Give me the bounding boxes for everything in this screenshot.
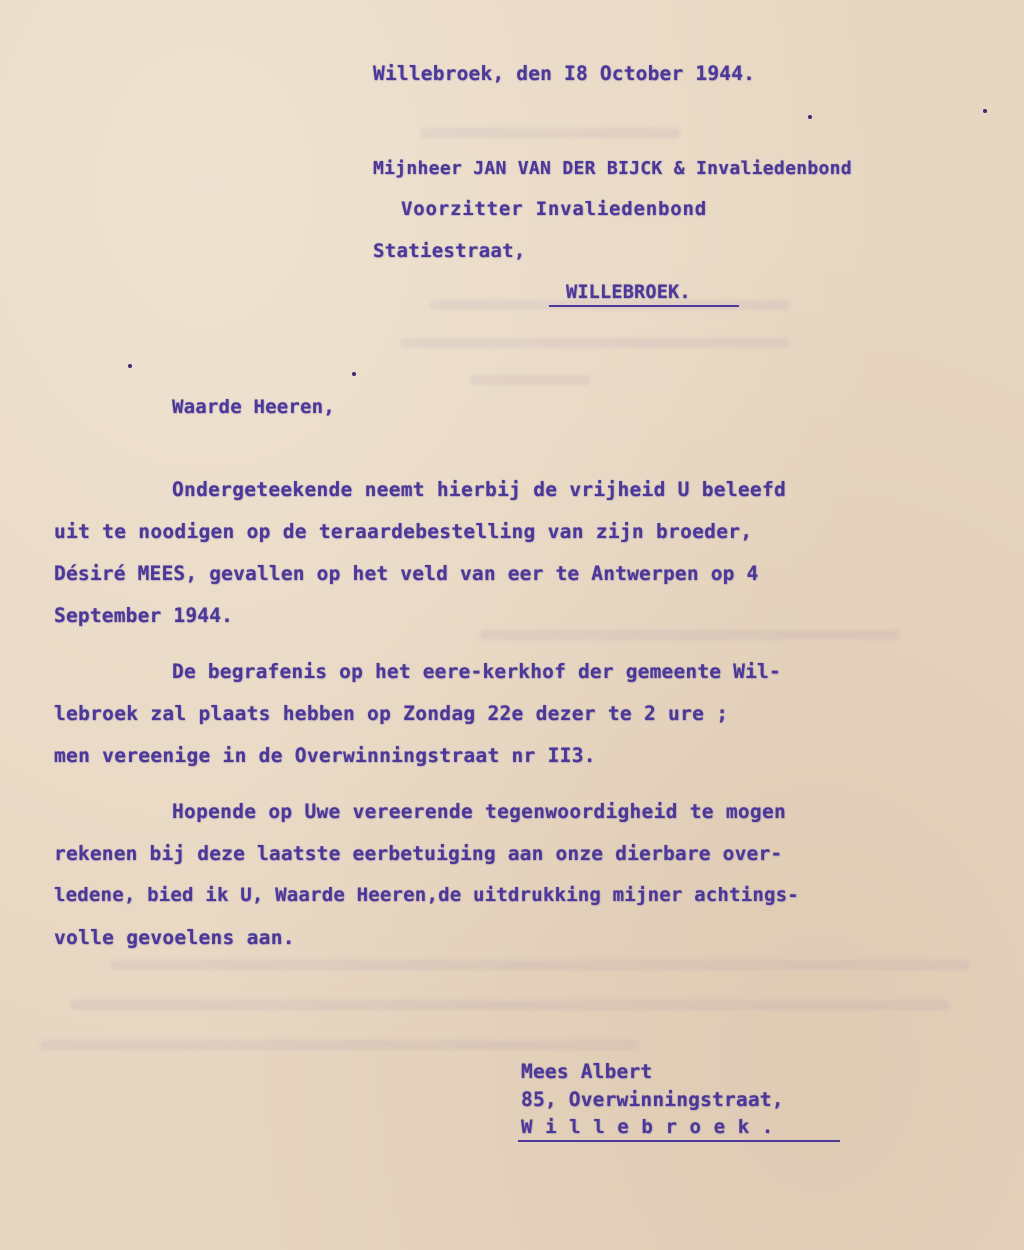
sender-city-underline (518, 1140, 840, 1142)
body-line-2: uit te noodigen op de teraardebestelling van zijn broeder, (54, 520, 753, 543)
body-line-4: September 1944. (54, 604, 234, 627)
address-line-2: Voorzitter Invaliedenbond (401, 198, 707, 220)
sender-name: Mees Albert (521, 1060, 653, 1083)
address-city: WILLEBROEK. (566, 282, 691, 303)
sender-street: 85, Overwinningstraat, (521, 1088, 784, 1111)
salutation: Waarde Heeren, (172, 396, 335, 418)
date-line: Willebroek, den I8 October 1944. (373, 62, 756, 85)
body-line-9: rekenen bij deze laatste eerbetuiging aan onze dierbare over- (54, 842, 783, 865)
body-line-1: Ondergeteekende neemt hierbij de vrijheid U beleefd (172, 478, 787, 501)
address-line-1: Mijnheer JAN VAN DER BIJCK & Invaliedenbond (373, 158, 852, 179)
ink-dot (352, 372, 356, 376)
body-line-6: lebroek zal plaats hebben op Zondag 22e dezer te 2 ure ; (54, 702, 729, 725)
ink-dot (128, 364, 132, 368)
ink-dot (808, 115, 812, 119)
body-line-7: men vereenige in de Overwinningstraat nr II3. (54, 744, 596, 767)
body-line-5: De begrafenis op het eere-kerkhof der gemeente Wil- (172, 660, 781, 683)
ink-dot (983, 109, 987, 113)
body-line-11: volle gevoelens aan. (54, 926, 295, 949)
sender-city: W i l l e b r o e k . (521, 1116, 774, 1138)
address-line-3: Statiestraat, (373, 240, 526, 262)
body-line-10: ledene, bied ik U, Waarde Heeren,de uitdrukking mijner achtings- (54, 884, 799, 906)
address-city-underline (549, 305, 739, 307)
body-line-3: Désiré MEES, gevallen op het veld van eer te Antwerpen op 4 (54, 562, 759, 585)
body-line-8: Hopende op Uwe vereerende tegenwoordigheid te mogen (172, 800, 787, 823)
